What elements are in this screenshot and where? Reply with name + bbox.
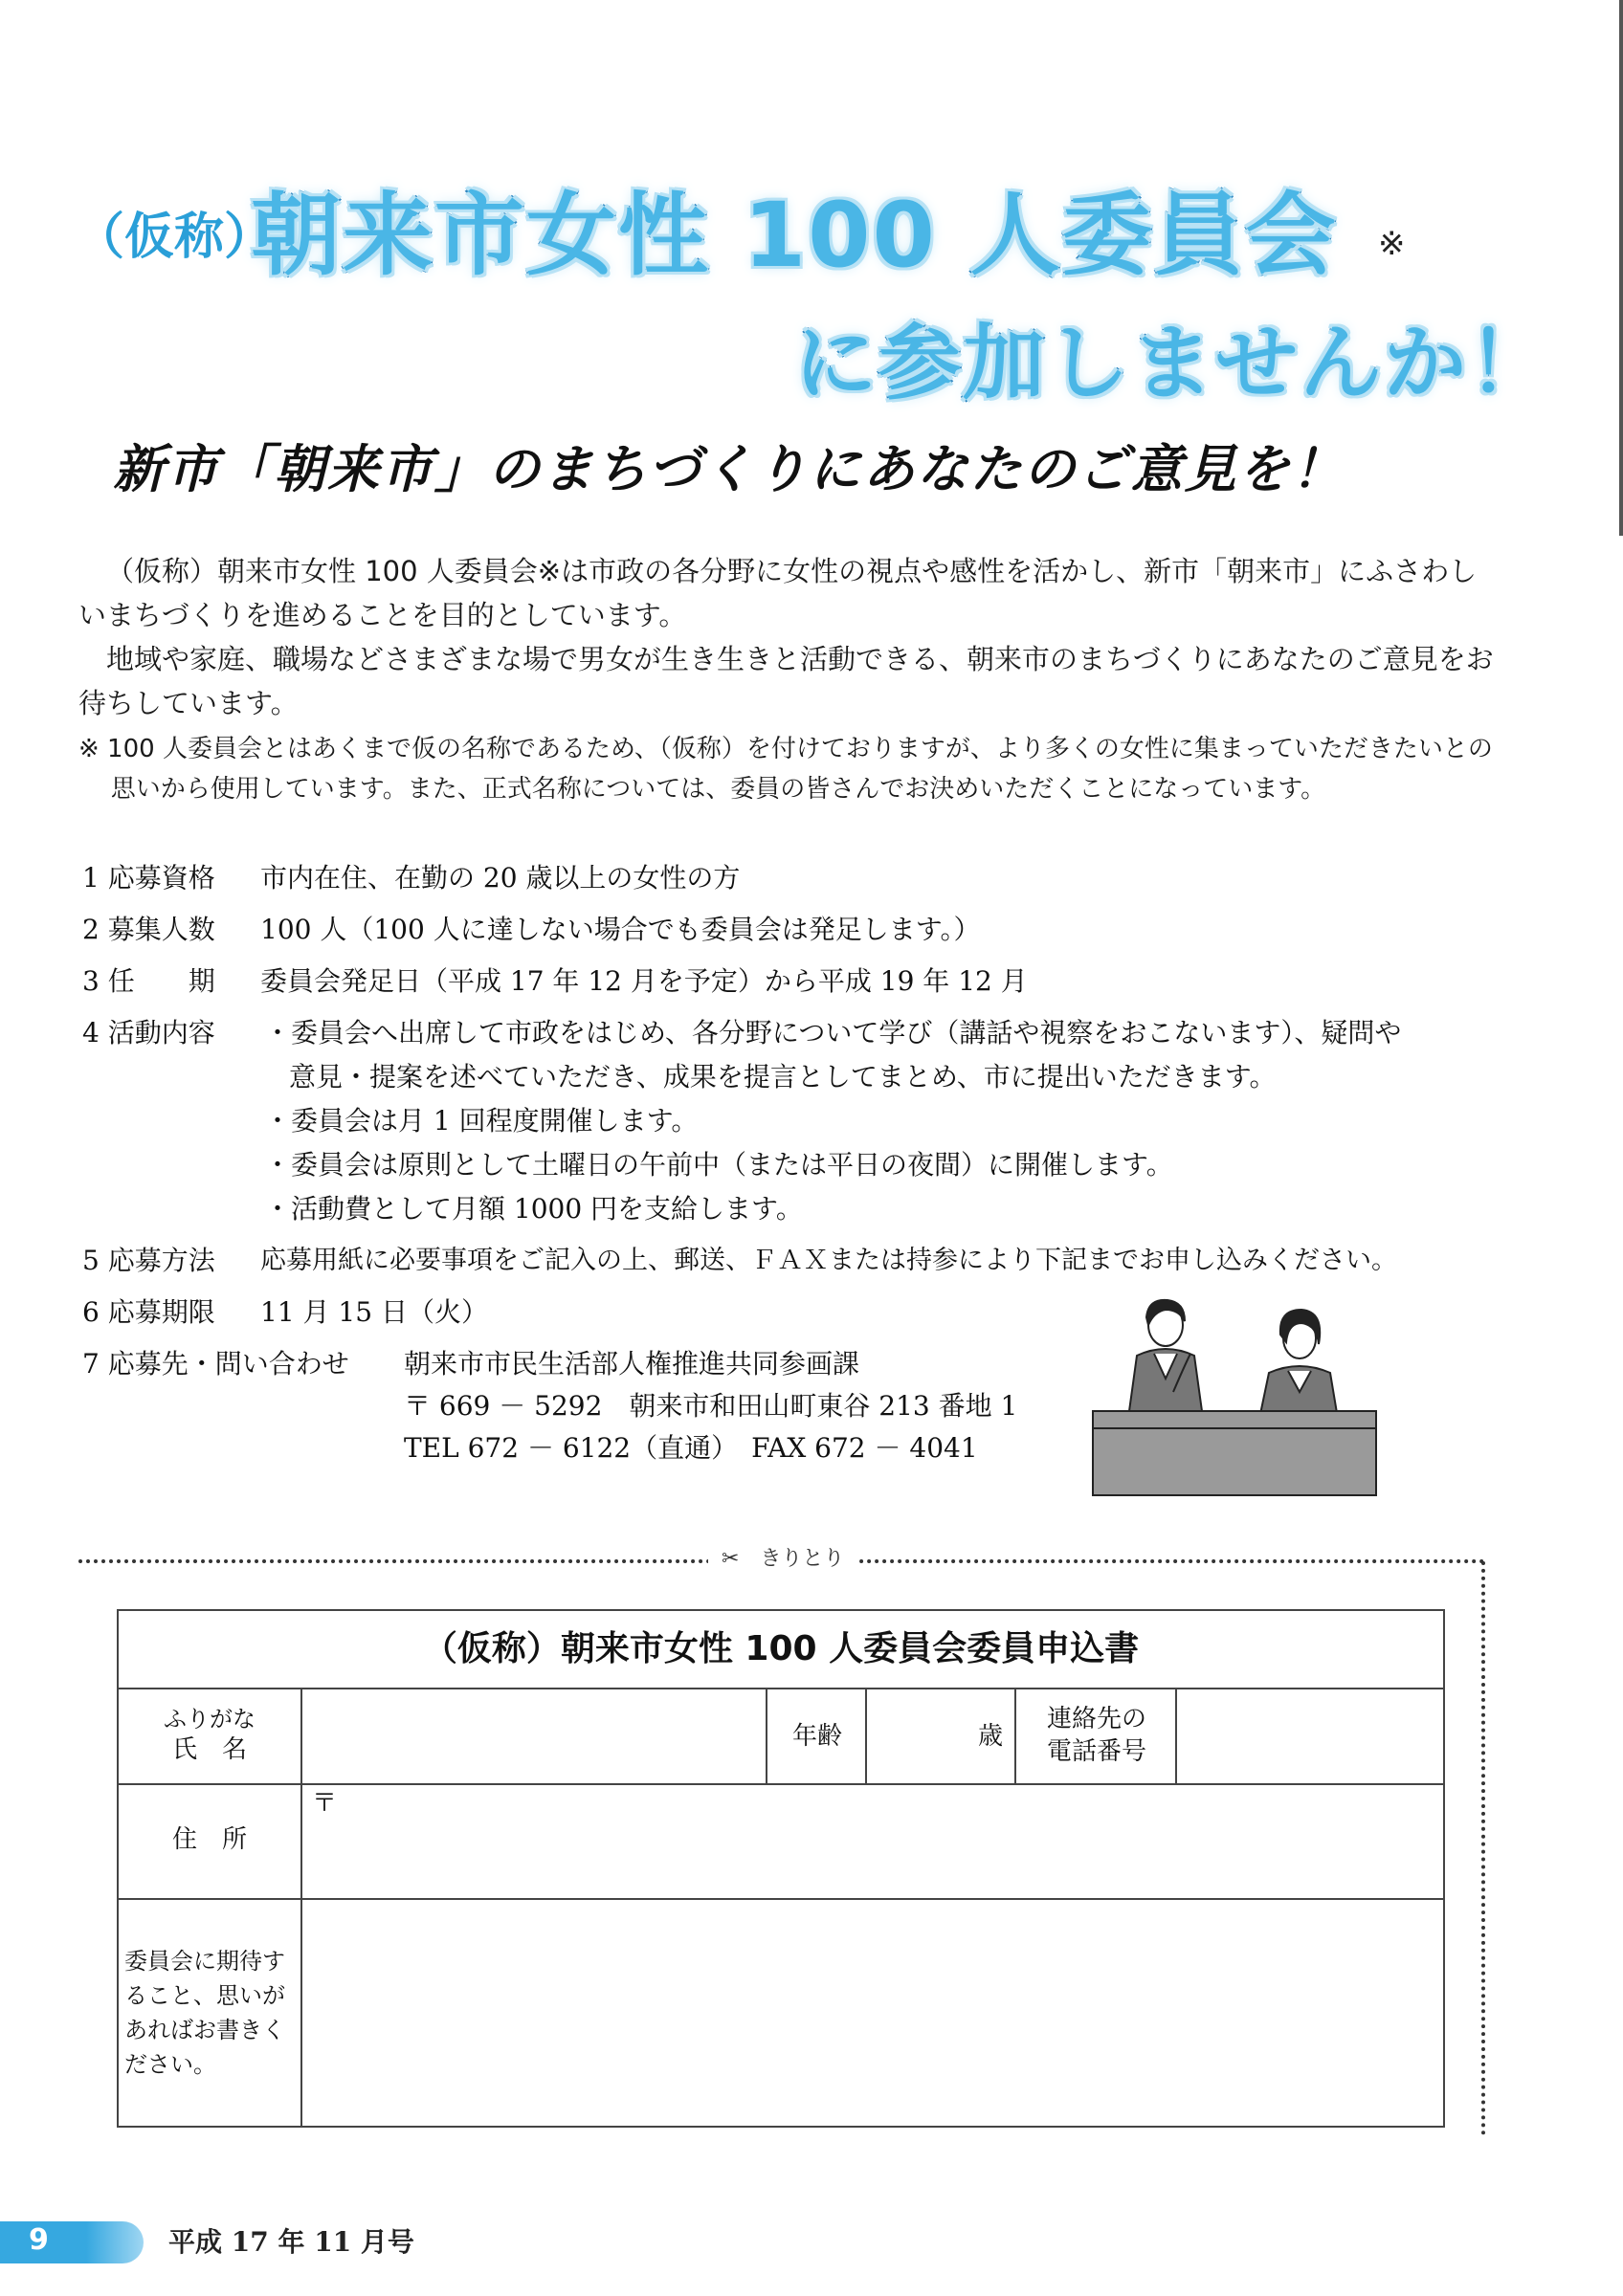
- name-input[interactable]: [304, 1691, 764, 1781]
- expectations-label: [124, 1944, 302, 2082]
- intro-note: [78, 729, 1495, 809]
- woman-right-figure: [1259, 1310, 1338, 1419]
- cut-line-vertical: [1481, 1561, 1485, 2135]
- intro-note-text: ※ 100 人委員会とはあくまで仮の名称であるため、（仮称）を付けておりますが、より多くの女性に集まっていただきたいとの思いから使用しています。また、正式名称については、委員の皆さんでお決めいただくことになっています。: [78, 735, 1493, 804]
- headline: 新市「朝来市」のまちづくりにあなたのご意見を！: [113, 439, 1345, 499]
- req-1-label: 1 応募資格: [82, 862, 215, 894]
- page-edge-marker: [1619, 0, 1623, 536]
- req-3-label: 3 任 期: [82, 965, 215, 997]
- form-col-divider-phone-left: [1014, 1689, 1016, 1783]
- title-main: 朝来市女性 100 人委員会: [251, 184, 1338, 288]
- desk-shape: [1093, 1411, 1376, 1495]
- req-7-dept: 朝来市市民生活部人権推進共同参画課: [404, 1348, 860, 1380]
- phone-input[interactable]: [1179, 1691, 1443, 1781]
- req-7-address: 〒 669 － 5292 朝来市和田山町東谷 213 番地 1: [404, 1390, 1018, 1422]
- postal-mark: 〒: [312, 1789, 338, 1818]
- req-6-label: 6 応募期限: [82, 1296, 215, 1328]
- woman-left-figure: [1129, 1300, 1202, 1411]
- req-4-bullet-3: ・委員会は原則として土曜日の午前中（または平日の夜間）に開催します。: [264, 1149, 1173, 1181]
- req-1-value: 市内在住、在勤の 20 歳以上の女性の方: [260, 862, 741, 894]
- req-2-label: 2 募集人数: [82, 914, 215, 945]
- req-5-value: 応募用紙に必要事項をご記入の上、郵送、ＦＡＸまたは持参により下記までお申し込みください。: [260, 1246, 1397, 1275]
- name-label: 氏 名: [171, 1735, 247, 1764]
- expectations-label-line4: ださい。: [124, 2051, 216, 2078]
- address-input[interactable]: [304, 1785, 1443, 1896]
- intro-text: [78, 549, 1495, 725]
- age-input[interactable]: [867, 1691, 982, 1781]
- expectations-label-line3: あればお書きく: [124, 2017, 285, 2043]
- address-label: 住 所: [171, 1825, 247, 1854]
- age-label: 年齢: [791, 1722, 842, 1751]
- req-7-label: 7 応募先・問い合わせ: [82, 1348, 349, 1380]
- expectations-input[interactable]: [304, 1902, 1443, 2126]
- phone-label-line1: 連絡先の: [1046, 1705, 1146, 1733]
- req-2-value: 100 人（100 人に達しない場合でも委員会は発足します。）: [260, 914, 981, 945]
- req-4-bullet-1b: 意見・提案を述べていただき、成果を提言としてまとめ、市に提出いただきます。: [289, 1061, 1277, 1093]
- req-5-label: 5 応募方法: [82, 1245, 215, 1276]
- title-prefix: （仮称）: [75, 209, 275, 266]
- req-6-value: 11 月 15 日（火）: [260, 1296, 488, 1328]
- title-note-mark: ※: [1378, 225, 1406, 263]
- req-4-label: 4 活動内容: [82, 1017, 215, 1049]
- form-col-divider-age-left: [766, 1689, 767, 1783]
- expectations-label-line1: 委員会に期待す: [124, 1948, 285, 1975]
- committee-illustration: [1091, 1296, 1378, 1497]
- req-7-phone-fax: TEL 672 － 6122（直通） FAX 672 － 4041: [404, 1432, 978, 1464]
- form-row-divider-2: [117, 1898, 1445, 1900]
- page-number: 9: [29, 2223, 49, 2257]
- issue-date: 平成 17 年 11 月号: [168, 2226, 414, 2258]
- form-title: （仮称）朝来市女性 100 人委員会委員申込書: [117, 1609, 1445, 1689]
- intro-paragraph-1: （仮称）朝来市女性 100 人委員会※は市政の各分野に女性の視点や感性を活かし、新市「朝来市」にふさわしいまちづくりを進めることを目的としています。: [78, 555, 1478, 631]
- req-4-bullet-1a: ・委員会へ出席して市政をはじめ、各分野について学び（講話や視察をおこないます）、疑問や: [264, 1017, 1402, 1049]
- form-col-divider-phone-right: [1175, 1689, 1177, 1783]
- page-number-badge: [0, 2221, 144, 2263]
- req-4-bullet-2: ・委員会は月 1 回程度開催します。: [264, 1105, 699, 1137]
- title-sub: に参加しませんか！: [794, 316, 1552, 411]
- age-unit: 歳: [978, 1722, 1004, 1751]
- req-3-value: 委員会発足日（平成 17 年 12 月を予定）から平成 19 年 12 月: [260, 965, 1028, 997]
- cut-label: ✂ きりとり: [708, 1542, 857, 1572]
- expectations-label-line2: ること、思いが: [124, 1982, 285, 2009]
- phone-label-line2: 電話番号: [1046, 1737, 1146, 1766]
- req-4-bullet-4: ・活動費として月額 1000 円を支給します。: [264, 1193, 803, 1225]
- intro-paragraph-2: 地域や家庭、職場などさまざまな場で男女が生き生きと活動できる、朝来市のまちづくりにあなたのご意見をお待ちしています。: [78, 643, 1494, 719]
- furigana-label: ふりがな: [164, 1706, 256, 1733]
